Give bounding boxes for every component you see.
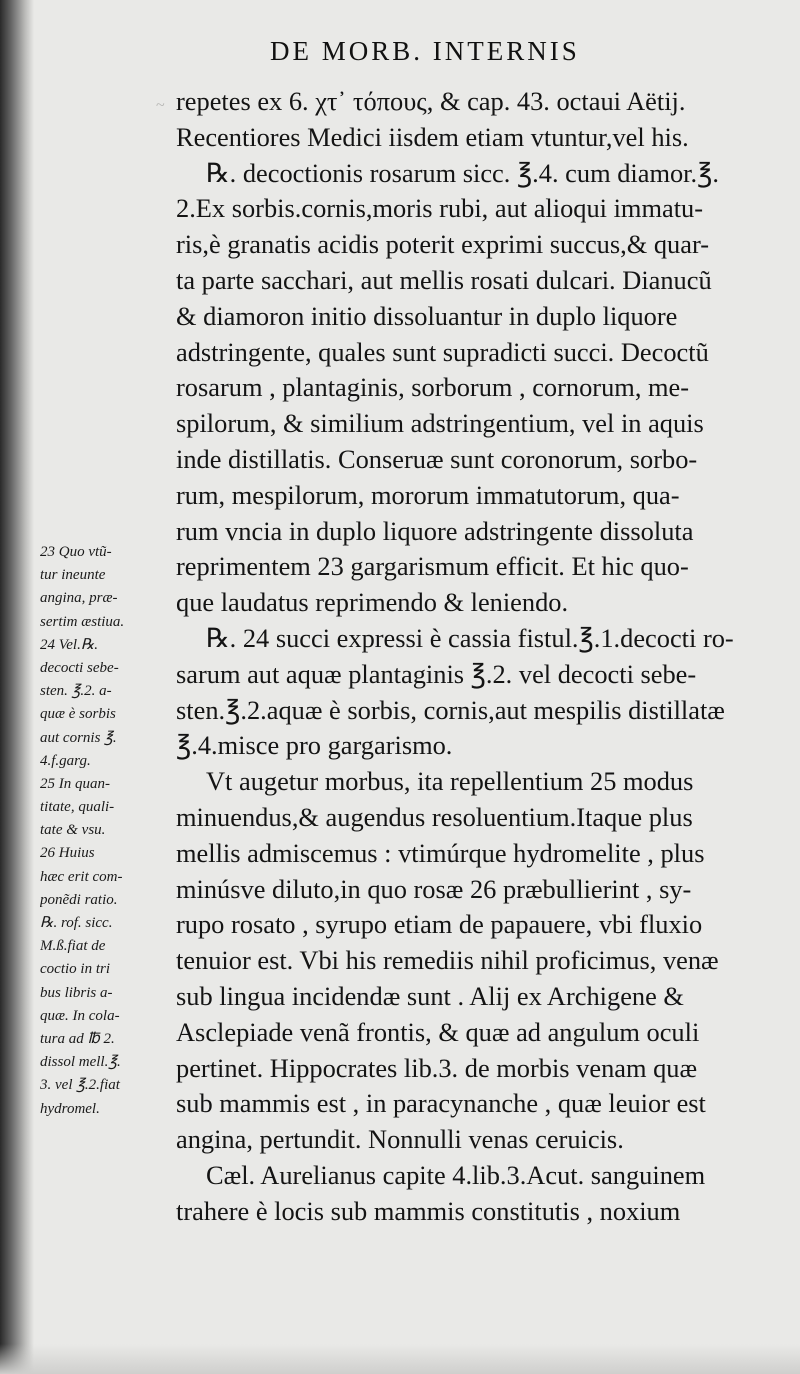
margin-note-line: tur ineunte [40, 567, 106, 584]
text-line: trahere è locis sub mammis constitutis , noxium [176, 1195, 681, 1226]
text-line: minúsve diluto,in quo rosæ 26 præbullierint , sy- [176, 873, 692, 904]
text-line: Cæl. Aurelianus capite 4.lib.3.Acut. sanguinem [206, 1159, 706, 1190]
text-line: rupo rosato , syrupo etiam de papauere, vbi fluxio [176, 909, 703, 940]
text-line: Vt augetur morbus, ita repellentium 25 modus [206, 766, 694, 797]
running-head: DE MORB. INTERNIS [270, 36, 580, 66]
margin-note-line: sten. ℥.2. a- [40, 683, 112, 700]
margin-note-line: ponẽdi ratio. [40, 891, 118, 908]
margin-note-line: tura ad ℔ 2. [40, 1030, 115, 1047]
text-line: ℥.4.misce pro gargarismo. [176, 730, 453, 761]
text-line: tenuior est. Vbi his remediis nihil proficimus, venæ [176, 945, 719, 976]
text-line: minuendus,& augendus resoluentium.Itaque plus [176, 801, 693, 832]
text-line: que laudatus reprimendo & leniendo. [176, 587, 569, 618]
text-line: 2.Ex sorbis.cornis,moris rubi, aut alioqui immatu- [176, 193, 704, 224]
margin-note-line: hæc erit com- [40, 868, 123, 885]
text-line: pertinet. Hippocrates lib.3. de morbis venam quæ [176, 1052, 698, 1083]
show-through-text: ~ [36, 97, 165, 114]
text-line: rum vncia in duplo liquore adstringente dissoluta [176, 515, 694, 546]
margin-note-line: dissol mell.℥. [40, 1054, 121, 1071]
text-line: ℞. 24 succi expressi è cassia fistul.℥.1.decocti ro- [206, 622, 734, 653]
text-line: & diamoron initio dissoluantur in duplo liquore [176, 300, 678, 331]
margin-note-line: hydromel. [40, 1100, 100, 1117]
main-text-block [176, 84, 784, 1230]
margin-note-line: bus libris a- [40, 984, 113, 1001]
margin-note-line: sertim æstiua. [40, 613, 125, 630]
text-line: adstringente, quales sunt supradicti succi. Decoctũ [176, 336, 709, 367]
text-line: spilorum, & similium adstringentium, vel in aquis [176, 408, 704, 439]
text-line: sten.℥.2.aquæ è sorbis, cornis,aut mespilis distillatæ [176, 694, 725, 725]
text-line: reprimentem 23 gargarismum efficit. Et hic quo- [176, 551, 689, 582]
text-line: Recentiores Medici iisdem etiam vtuntur,vel his. [176, 121, 689, 152]
marginal-notes [40, 541, 180, 1121]
margin-note-line: 23 Quo vtũ- [40, 544, 112, 560]
margin-note-line: coctio in tri [40, 961, 110, 978]
margin-note-line: 25 In quan- [40, 775, 110, 792]
margin-note-line: angina, præ- [40, 590, 118, 607]
text-line: rum, mespilorum, mororum immatutorum, qua- [176, 479, 680, 510]
text-line: Asclepiade venã frontis, & quæ ad angulum oculi [176, 1016, 700, 1047]
text-line: inde distillatis. Conseruæ sunt coronorum, sorbo- [176, 443, 698, 474]
text-line: ℞. decoctionis rosarum sicc. ℥.4. cum diamor.℥. [206, 157, 719, 188]
text-line: mellis admiscemus : vtimúrque hydromelite , plus [176, 837, 705, 868]
margin-note-line: ℞. rof. sicc. [40, 915, 113, 931]
margin-note-line: titate, quali- [40, 799, 115, 816]
page-gutter-shadow [0, 0, 34, 1374]
margin-note-line: decocti sebe- [40, 659, 119, 676]
text-line: sub mammis est , in paracynanche , quæ leuior est [176, 1088, 706, 1119]
text-line: sarum aut aquæ plantaginis ℥.2. vel decocti sebe- [176, 658, 697, 689]
margin-note-line: 24 Vel.℞. [40, 636, 99, 653]
text-line: rosarum , plantaginis, sorborum , cornorum, me- [176, 372, 690, 403]
margin-note-line: M.ß.fiat de [40, 938, 106, 955]
text-line: ta parte sacchari, aut mellis rosati dulcari. Dianucũ [176, 264, 712, 295]
text-line: sub lingua incidendæ sunt . Alij ex Archigene & [176, 980, 684, 1011]
margin-note-line: aut cornis ℥. [40, 729, 117, 746]
margin-note-line: quæ. In cola- [40, 1007, 120, 1024]
margin-note-line: tate & vsu. [40, 822, 106, 839]
page-bottom-shade [0, 1344, 800, 1374]
margin-note-line: 4.f.garg. [40, 752, 91, 769]
text-line: repetes ex 6. χτ᾽ τόπους, & cap. 43. octaui Aëtij. [176, 86, 686, 116]
margin-note-line: 26 Huius [40, 845, 95, 862]
margin-note-line: quæ è sorbis [40, 706, 116, 723]
margin-note-line: 3. vel ℥.2.fiat [40, 1077, 120, 1094]
text-line: angina, pertundit. Nonnulli venas ceruicis. [176, 1124, 624, 1155]
text-line: ris,è granatis acidis poterit exprimi succus,& quar- [176, 229, 709, 260]
